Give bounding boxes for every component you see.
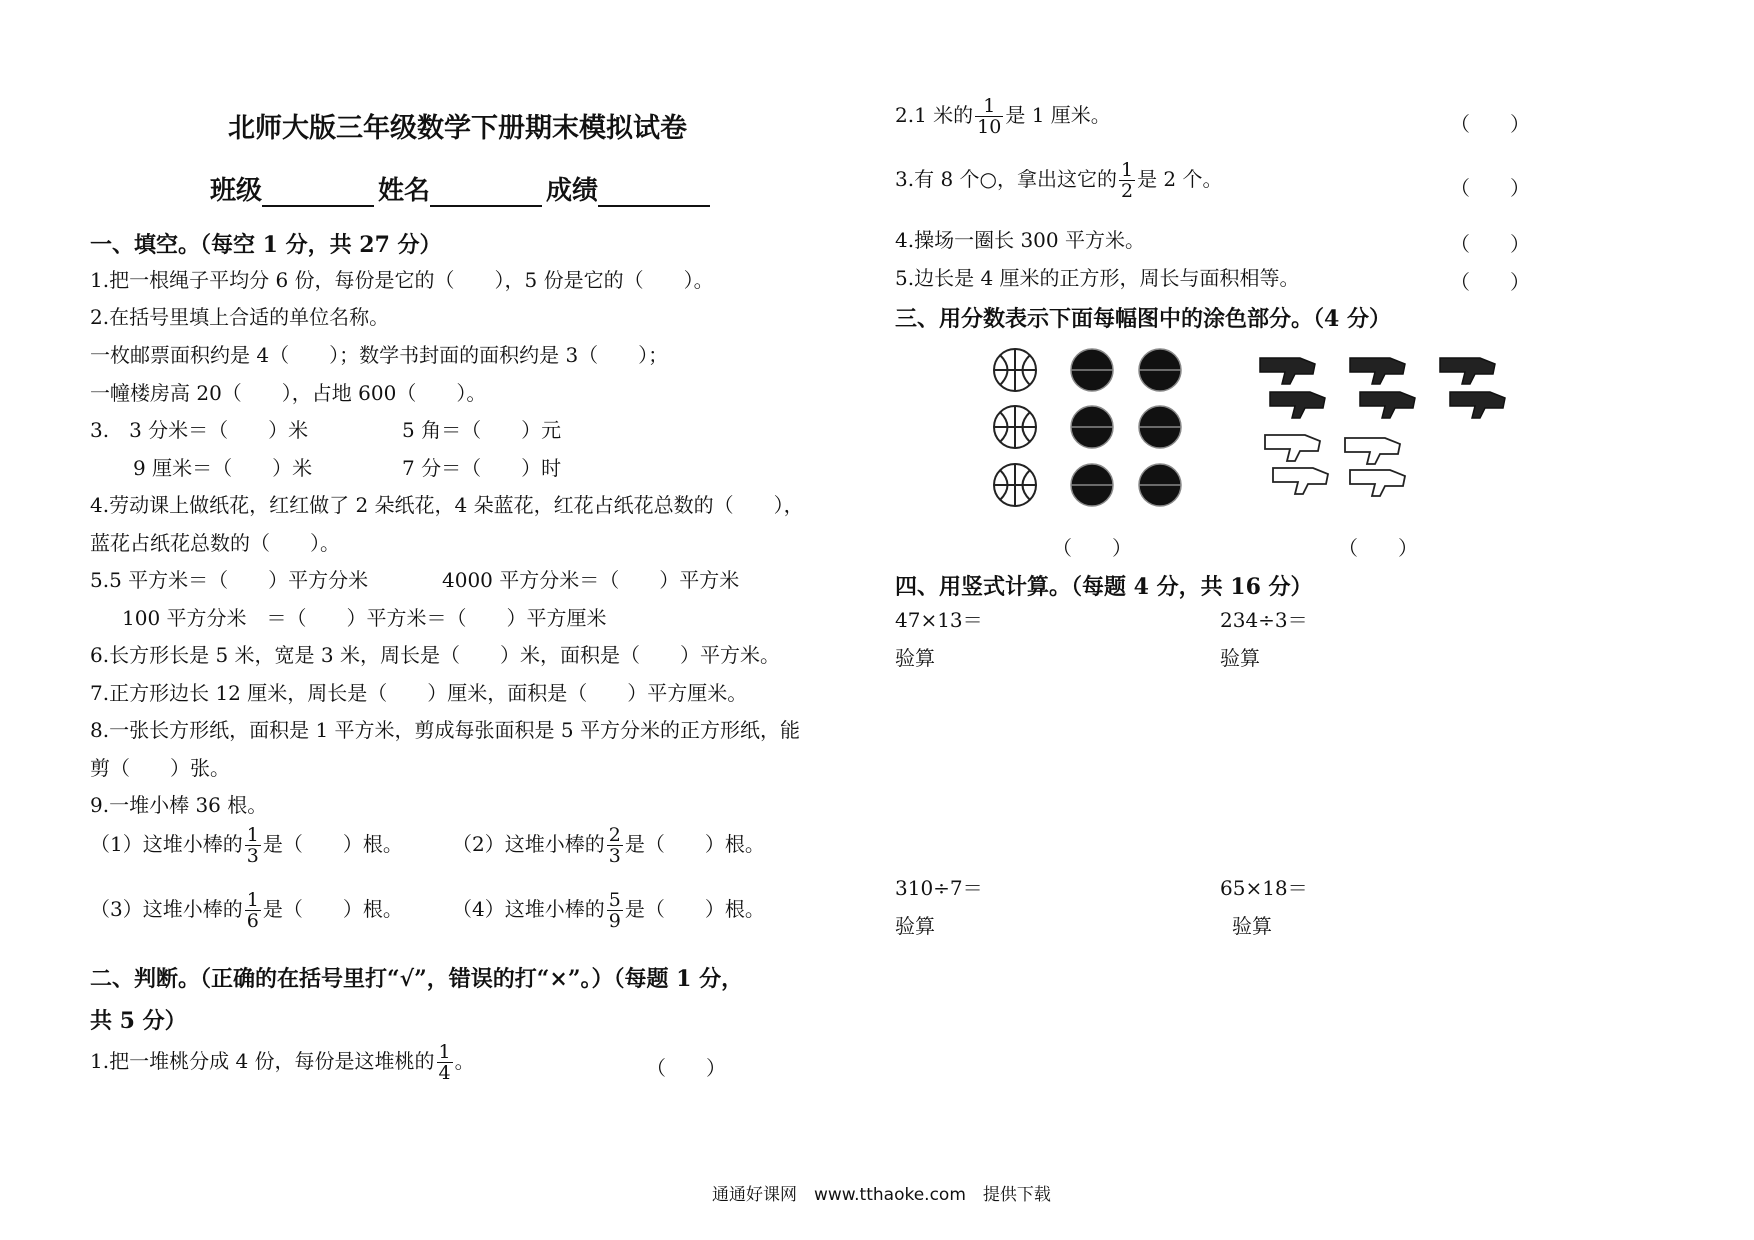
denominator: 2	[1120, 180, 1134, 202]
basketball-figure	[990, 345, 1210, 520]
basketball-outline-icon	[994, 464, 1036, 506]
toy-gun-shaded-icon	[1260, 358, 1505, 418]
j3-pre: 3.有 8 个○，拿出这它的	[895, 167, 1117, 191]
sec2-heading-a: 二、判断。（正确的在括号里打“√”，错误的打“×”。）（每题 1 分，	[90, 966, 744, 992]
q5b: 100 平方分米 ＝（ ）平方米＝（ ）平方厘米	[122, 606, 607, 630]
fraction	[245, 825, 261, 866]
score-blank[interactable]	[598, 179, 710, 207]
numerator: 1	[975, 96, 1003, 117]
toy-gun-outline-icon	[1265, 435, 1405, 496]
q9-4-post: 是（ ）根。	[624, 897, 765, 921]
basketball-outline-icon	[994, 349, 1036, 391]
q4b: 蓝花占纸花总数的（ ）。	[90, 531, 340, 555]
name-blank[interactable]	[430, 179, 542, 207]
numerator: 1	[438, 1041, 451, 1063]
q9-4	[452, 890, 765, 931]
q9-3-pre: （3）这堆小棒的	[90, 897, 243, 921]
check-4: 验算	[1232, 914, 1272, 938]
q7: 7.正方形边长 12 厘米，周长是（ ）厘米，面积是（ ）平方厘米。	[90, 681, 748, 705]
check-3: 验算	[895, 914, 935, 938]
check-2: 验算	[1220, 646, 1260, 670]
page-title: 北师大版三年级数学下册期末模拟试卷	[228, 113, 687, 144]
judge-1-answer[interactable]: （ ）	[646, 1056, 726, 1080]
judge-4: 4.操场一圈长 300 平方米。	[895, 228, 1145, 252]
denominator: 10	[977, 116, 1002, 138]
q9-3-post: 是（ ）根。	[262, 897, 403, 921]
q9-2	[452, 825, 765, 866]
score-label: 成绩	[546, 176, 599, 206]
denominator: 6	[246, 910, 259, 932]
q3a1: 3. 3 分米＝（ ）米	[90, 418, 309, 442]
judge-1	[90, 1042, 475, 1083]
judge-5: 5.边长是 4 厘米的正方形，周长与面积相等。	[895, 266, 1300, 290]
numerator: 5	[608, 889, 621, 911]
check-1: 验算	[895, 646, 935, 670]
q9-2-pre: （2）这堆小棒的	[452, 832, 605, 856]
denominator: 3	[608, 845, 621, 867]
judge-3	[895, 160, 1223, 201]
fraction	[1119, 160, 1135, 201]
denominator: 9	[608, 910, 621, 932]
calc-4: 65×18＝	[1220, 876, 1308, 900]
calc-3: 310÷7＝	[895, 876, 983, 900]
j1-pre: 1.把一堆桃分成 4 份，每份是这堆桃的	[90, 1049, 435, 1073]
denominator: 3	[246, 845, 259, 867]
q3b2: 7 分＝（ ）时	[402, 456, 562, 480]
q9-1-post: 是（ ）根。	[262, 832, 403, 856]
sec1-heading: 一、填空。（每空 1 分，共 27 分）	[90, 232, 442, 258]
sec3-answer-2[interactable]: （ ）	[1338, 536, 1418, 560]
header-fields	[210, 170, 714, 207]
q2a: 一枚邮票面积约是 4（ ）；数学书封面的面积约是 3（ ）；	[90, 343, 669, 367]
q9: 9.一堆小棒 36 根。	[90, 793, 268, 817]
q3b1: 9 厘米＝（ ）米	[133, 456, 313, 480]
footer-credit: 通通好课网 www.tthaoke.com 提供下载	[712, 1185, 1051, 1205]
fraction	[607, 825, 623, 866]
fraction	[437, 1042, 453, 1083]
q9-1-pre: （1）这堆小棒的	[90, 832, 243, 856]
q8a: 8.一张长方形纸，面积是 1 平方米，剪成每张面积是 5 平方分米的正方形纸，能	[90, 718, 800, 742]
j1-post: 。	[454, 1049, 475, 1073]
sec3-heading: 三、用分数表示下面每幅图中的涂色部分。（4 分）	[895, 306, 1391, 332]
q2b: 一幢楼房高 20（ ），占地 600（ ）。	[90, 381, 487, 405]
q6: 6.长方形长是 5 米，宽是 3 米，周长是（ ）米，面积是（ ）平方米。	[90, 643, 780, 667]
j3-post: 是 2 个。	[1137, 167, 1223, 191]
judge-2	[895, 96, 1111, 137]
q2: 2.在括号里填上合适的单位名称。	[90, 305, 390, 329]
q9-2-post: 是（ ）根。	[624, 832, 765, 856]
q5a2: 4000 平方分米＝（ ）平方米	[442, 568, 740, 592]
basketball-shaded-icon	[1071, 349, 1181, 506]
q8b: 剪（ ）张。	[90, 756, 230, 780]
fraction	[975, 96, 1003, 137]
q9-4-pre: （4）这堆小棒的	[452, 897, 605, 921]
class-blank[interactable]	[262, 179, 374, 207]
toy-gun-figure	[1255, 350, 1515, 500]
j2-post: 是 1 厘米。	[1005, 103, 1111, 127]
fraction	[607, 890, 623, 931]
class-label: 班级	[210, 176, 263, 206]
judge-4-answer[interactable]: （ ）	[1450, 232, 1530, 256]
calc-1: 47×13＝	[895, 608, 983, 632]
q5a1: 5.5 平方米＝（ ）平方分米	[90, 568, 369, 592]
judge-5-answer[interactable]: （ ）	[1450, 270, 1530, 294]
basketball-outline-icon	[994, 406, 1036, 448]
q3a2: 5 角＝（ ）元	[402, 418, 562, 442]
calc-2: 234÷3＝	[1220, 608, 1308, 632]
judge-3-answer[interactable]: （ ）	[1450, 176, 1530, 200]
name-label: 姓名	[378, 176, 431, 206]
fraction	[245, 890, 261, 931]
numerator: 1	[246, 889, 259, 911]
sec2-heading-b: 共 5 分）	[90, 1008, 187, 1034]
j2-pre: 2.1 米的	[895, 103, 974, 127]
numerator: 1	[246, 824, 259, 846]
q9-1	[90, 825, 403, 866]
judge-2-answer[interactable]: （ ）	[1450, 112, 1530, 136]
denominator: 4	[438, 1062, 451, 1084]
q1: 1.把一根绳子平均分 6 份，每份是它的（ ），5 份是它的（ ）。	[90, 268, 714, 292]
q4a: 4.劳动课上做纸花，红红做了 2 朵纸花，4 朵蓝花，红花占纸花总数的（ ），	[90, 493, 804, 517]
q9-3	[90, 890, 403, 931]
numerator: 2	[608, 824, 621, 846]
sec3-answer-1[interactable]: （ ）	[1052, 536, 1132, 560]
sec4-heading: 四、用竖式计算。（每题 4 分，共 16 分）	[895, 574, 1313, 600]
numerator: 1	[1120, 159, 1134, 181]
